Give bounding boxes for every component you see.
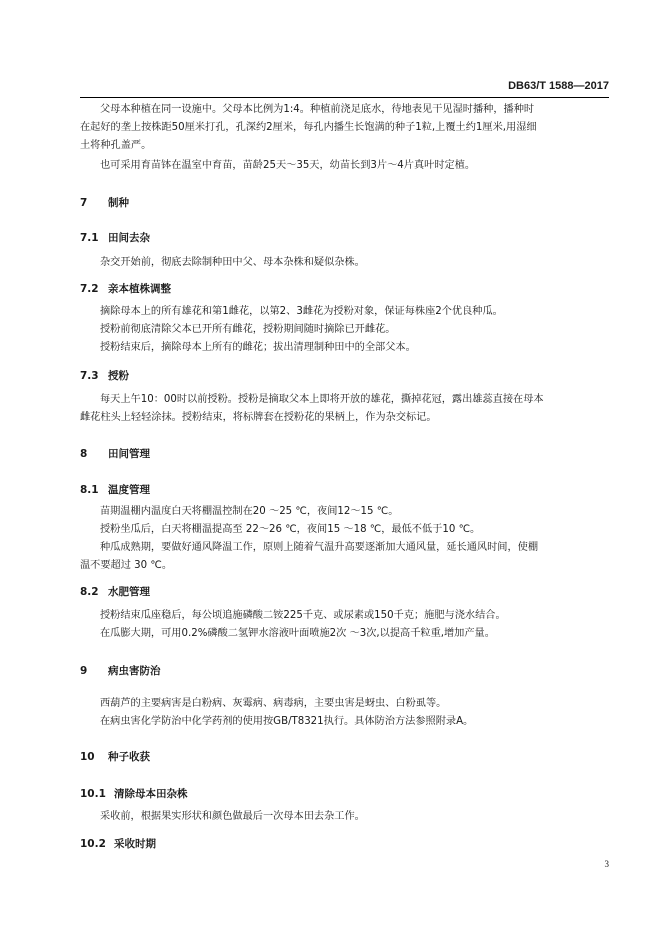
section-number: 9 bbox=[80, 665, 88, 677]
text-line: 种瓜成熟期，要做好通风降温工作，原则上随着气温升高要逐渐加大通风量，延长通风时间，使棚 bbox=[100, 542, 539, 553]
paragraph-9a bbox=[80, 695, 609, 713]
paragraph-planting bbox=[80, 101, 609, 155]
paragraph-9b bbox=[80, 713, 609, 731]
text-line: 西葫芦的主要病害是白粉病、灰霉病、病毒病，主要虫害是蚜虫、白粉虱等。 bbox=[100, 698, 447, 709]
text-line: 父母本种植在同一设施中。父母本比例为1:4。种植前浇足底水，待地表见干见湿时播种，播种时 bbox=[100, 104, 535, 115]
text-line: 雌花柱头上轻轻涂抹。授粉结束，将标牌套在授粉花的果柄上，作为杂交标记。 bbox=[80, 412, 437, 423]
text-line: 在起好的垄上按株距50厘米打孔，孔深约2厘米，每孔内播生长饱满的种子1粒,上覆土约1厘米,用湿细 bbox=[80, 122, 537, 133]
section-number: 7.2 bbox=[80, 283, 99, 295]
section-heading-10-1 bbox=[80, 786, 188, 801]
text-line: 摘除母本上的所有雄花和第1雌花，以第2、3雌花为授粉对象，保证每株座2个优良种瓜。 bbox=[100, 306, 503, 317]
section-title: 授粉 bbox=[108, 370, 129, 382]
section-title: 田间去杂 bbox=[108, 232, 150, 244]
text-line: 授粉前彻底清除父本已开所有雌花，授粉期间随时摘除已开雌花。 bbox=[100, 324, 396, 335]
paragraph-8-1a bbox=[80, 503, 609, 521]
paragraph-8-1b bbox=[80, 521, 609, 539]
paragraph-7-1 bbox=[80, 254, 609, 272]
paragraph-7-2c bbox=[80, 339, 609, 357]
paragraph-10-1 bbox=[80, 808, 609, 826]
section-heading-7 bbox=[80, 195, 129, 210]
paragraph-8-1c bbox=[80, 539, 609, 575]
text-line: 每天上午10：00时以前授粉。授粉是摘取父本上即将开放的雄花，撕掉花冠，露出雄蕊直接在母本 bbox=[100, 394, 544, 405]
section-heading-7-3 bbox=[80, 368, 129, 383]
section-title: 病虫害防治 bbox=[108, 665, 161, 677]
section-heading-8-2 bbox=[80, 584, 150, 599]
section-number: 10.1 bbox=[80, 788, 106, 800]
section-number: 8 bbox=[80, 448, 88, 460]
section-number: 7 bbox=[80, 197, 88, 209]
section-number: 10 bbox=[80, 751, 95, 763]
section-heading-8 bbox=[80, 446, 150, 461]
section-heading-7-2 bbox=[80, 281, 171, 296]
paragraph-8-2a bbox=[80, 607, 609, 625]
section-title: 温度管理 bbox=[108, 484, 150, 496]
section-number: 8.1 bbox=[80, 484, 99, 496]
paragraph-seedling bbox=[80, 157, 609, 175]
section-title: 采收时期 bbox=[114, 838, 156, 850]
section-number: 8.2 bbox=[80, 586, 99, 598]
text-line: 在瓜膨大期，可用0.2%磷酸二氢钾水溶液叶面喷施2次 ～3次,以提高千粒重,增加产量。 bbox=[100, 628, 495, 639]
section-heading-10 bbox=[80, 749, 150, 764]
section-title: 田间管理 bbox=[108, 448, 150, 460]
text-line: 授粉结束后，摘除母本上所有的雌花；拔出清理制种田中的全部父本。 bbox=[100, 342, 416, 353]
text-line: 授粉结束瓜座稳后，每公顷追施磷酸二铵225千克、或尿素或150千克；施肥与浇水结合。 bbox=[100, 610, 506, 621]
standard-code: DB63/T 1588—2017 bbox=[508, 80, 609, 92]
section-heading-8-1 bbox=[80, 482, 150, 497]
section-title: 清除母本田杂株 bbox=[114, 788, 188, 800]
text-line: 土将种孔盖严。 bbox=[80, 140, 152, 151]
paragraph-8-2b bbox=[80, 625, 609, 643]
section-number: 7.3 bbox=[80, 370, 99, 382]
text-line: 杂交开始前，彻底去除制种田中父、母本杂株和疑似杂株。 bbox=[100, 257, 365, 268]
page-number: 3 bbox=[604, 859, 609, 869]
paragraph-7-2b bbox=[80, 321, 609, 339]
paragraph-7-3 bbox=[80, 391, 609, 427]
section-number: 10.2 bbox=[80, 838, 106, 850]
text-line: 授粉坐瓜后，白天将棚温提高至 22～26 ℃，夜间15 ～18 ℃，最低不低于10 ℃。 bbox=[100, 524, 481, 535]
section-title: 亲本植株调整 bbox=[108, 283, 171, 295]
section-heading-7-1 bbox=[80, 230, 150, 245]
text-line: 在病虫害化学防治中化学药剂的使用按GB/T8321执行。具体防治方法参照附录A。 bbox=[100, 716, 474, 727]
text-line: 苗期温棚内温度白天将棚温控制在20 ～25 ℃，夜间12～15 ℃。 bbox=[100, 506, 399, 517]
paragraph-7-2a bbox=[80, 303, 609, 321]
section-number: 7.1 bbox=[80, 232, 99, 244]
section-title: 制种 bbox=[108, 197, 129, 209]
section-heading-10-2 bbox=[80, 836, 156, 851]
header-rule bbox=[80, 97, 609, 98]
section-title: 种子收获 bbox=[108, 751, 150, 763]
text-line: 也可采用育苗钵在温室中育苗，苗龄25天～35天，幼苗长到3片～4片真叶时定植。 bbox=[100, 160, 476, 171]
section-title: 水肥管理 bbox=[108, 586, 150, 598]
text-line: 采收前，根据果实形状和颜色做最后一次母本田去杂工作。 bbox=[100, 811, 365, 822]
text-line: 温不要超过 30 ℃。 bbox=[80, 560, 173, 571]
section-heading-9 bbox=[80, 663, 161, 678]
